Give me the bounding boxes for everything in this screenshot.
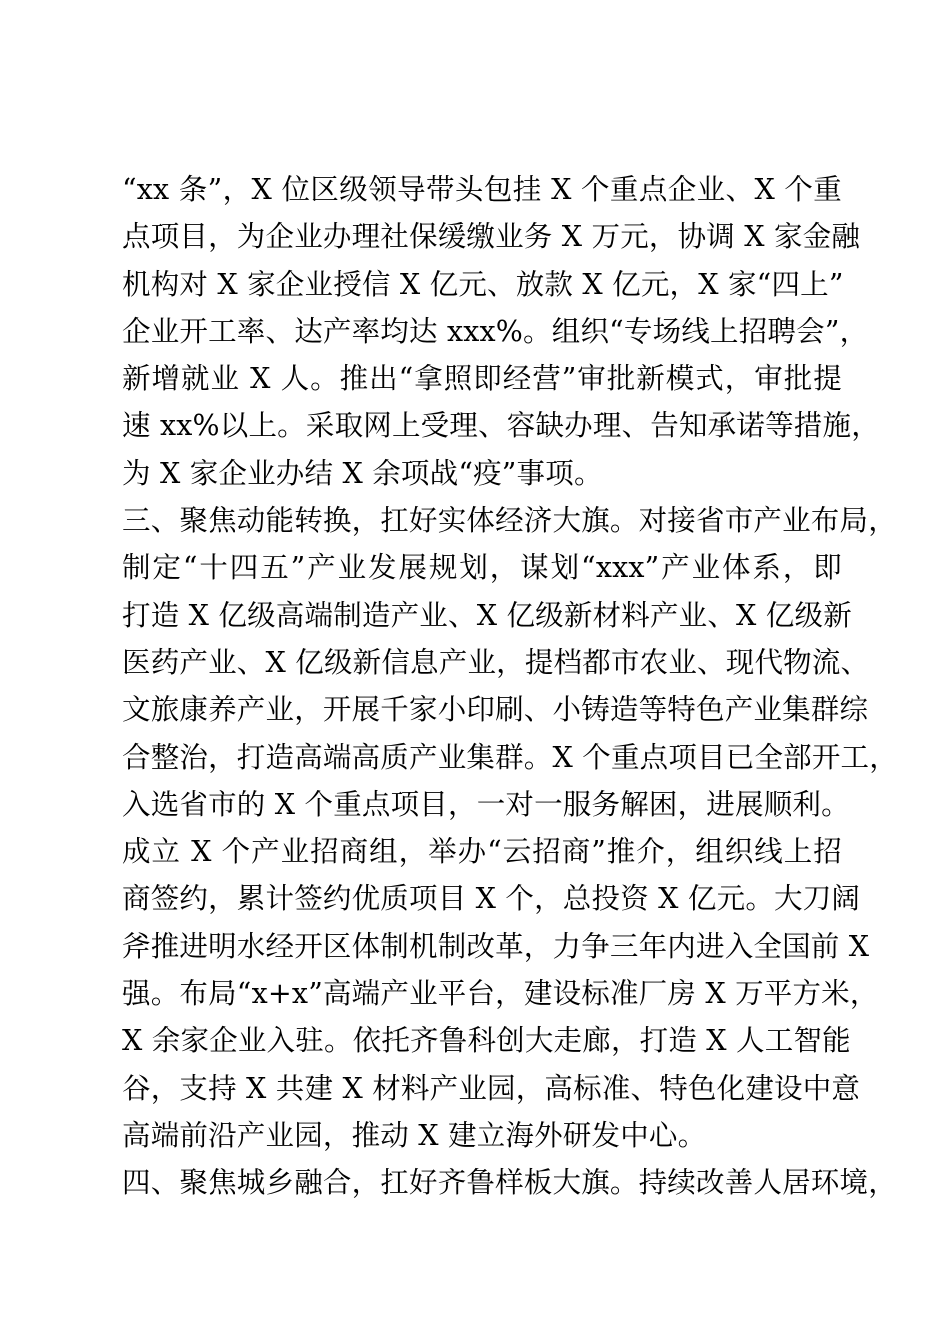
text-line: 新增就业 X 人。推出“拿照即经营”审批新模式，审批提 (122, 362, 842, 396)
text-line: 强。布局“x+x”高端产业平台，建设标准厂房 X 万平方米， (122, 977, 879, 1011)
text-line: 入选省市的 X 个重点项目，一对一服务解困，进展顺利。 (122, 787, 850, 821)
text-line: “xx 条”，X 位区级领导带头包挂 X 个重点企业、X 个重 (122, 173, 842, 206)
text-line: 机构对 X 家企业授信 X 亿元、放款 X 亿元，X 家“四上” (122, 267, 844, 301)
text-line: 谷，支持 X 共建 X 材料产业园，高标准、特色化建设中意 (122, 1071, 861, 1105)
text-line: 文旅康养产业，开展千家小印刷、小铸造等特色产业集群综 (122, 693, 869, 727)
text-line: 合整治，打造高端高质产业集群。X 个重点项目已全部开工， (122, 740, 898, 774)
body-text (122, 166, 898, 1207)
text-line: 高端前沿产业园，推动 X 建立海外研发中心。 (122, 1118, 707, 1152)
text-line: 速 xx%以上。采取网上受理、容缺办理、告知承诺等措施， (122, 409, 880, 443)
text-line: 医药产业、X 亿级新信息产业，提档都市农业、现代物流、 (122, 645, 870, 679)
text-line: 企业开工率、达产率均达 xxx%。组织“专场线上招聘会”， (122, 314, 869, 348)
text-line: 成立 X 个产业招商组，举办“云招商”推介，组织线上招 (122, 835, 842, 869)
text-line: 商签约，累计签约优质项目 X 个，总投资 X 亿元。大刀阔 (122, 882, 861, 916)
text-line: 点项目，为企业办理社保缓缴业务 X 万元，协调 X 家金融 (122, 220, 861, 254)
text-line: 制定“十四五”产业发展规划，谋划“xxx”产业体系，即 (122, 551, 842, 585)
section-heading-line: 四、聚焦城乡融合，扛好齐鲁样板大旗。持续改善人居环境， (122, 1166, 897, 1200)
text-line: 打造 X 亿级高端制造产业、X 亿级新材料产业、X 亿级新 (122, 598, 852, 632)
text-line: X 余家企业入驻。依托齐鲁科创大走廊，打造 X 人工智能 (122, 1024, 851, 1058)
text-line: 为 X 家企业办结 X 余项战“疫”事项。 (122, 456, 603, 490)
text-line: 斧推进明水经开区体制机制改革，力争三年内进入全国前 X (122, 929, 870, 963)
section-heading-line: 三、聚焦动能转换，扛好实体经济大旗。对接省市产业布局， (122, 504, 897, 538)
